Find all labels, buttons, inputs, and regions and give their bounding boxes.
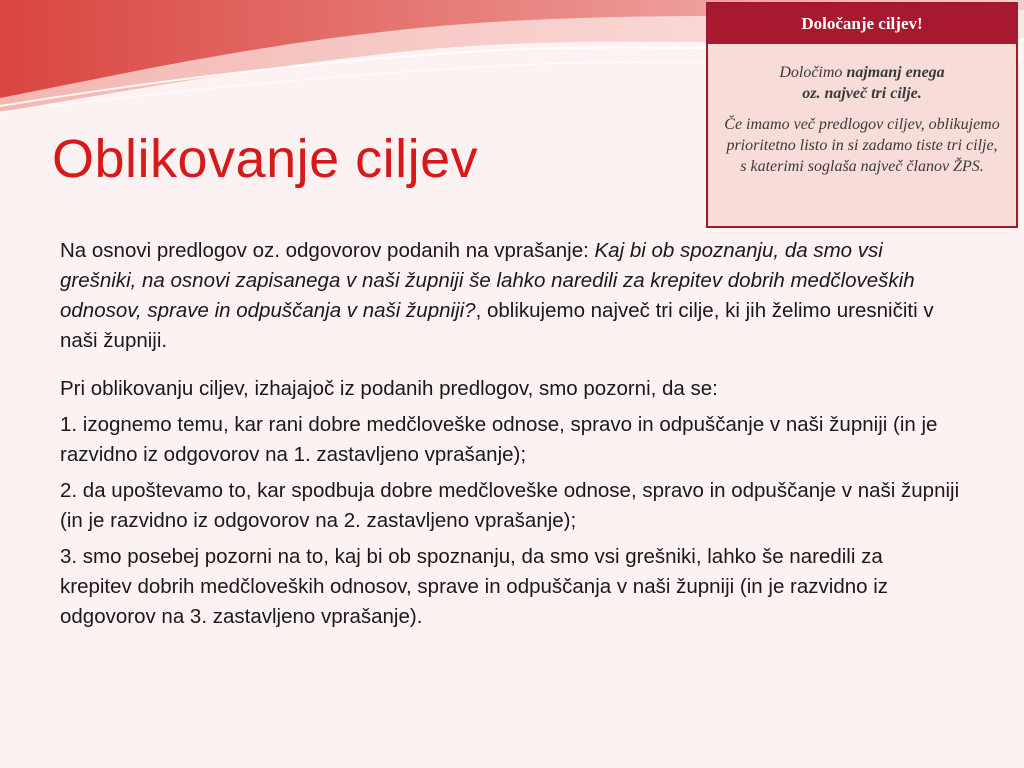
callout-paragraph-2: Če imamo več predlogov ciljev, oblikujemo prioritetno listo in si zadamo tiste tri cilje, s katerimi soglaša največ članov ŽPS. [724, 116, 1000, 175]
callout-body [708, 44, 1016, 177]
intro-question: Kaj bi ob spoznanju, da smo vsi grešniki, na osnovi zapisanega v naši župniji še lahko naredili za krepitev dobrih medčloveških odnosov, sprave in odpuščanja v naši župniji? [60, 239, 915, 322]
intro-text: , oblikujemo največ tri cilje, ki jih želimo uresničiti v naši župniji. [60, 299, 934, 352]
callout-emphasis: oz. največ tri cilje. [802, 85, 922, 102]
intro-text: Na osnovi predlogov oz. odgovorov podanih na vprašanje: [60, 239, 595, 262]
callout-paragraph-1 [722, 62, 1002, 104]
lead-paragraph: Pri oblikovanju ciljev, izhajajoč iz podanih predlogov, smo pozorni, da se: [60, 377, 718, 400]
list-item: 3. smo posebej pozorni na to, kaj bi ob spoznanju, da smo vsi grešniki, lahko še naredili za krepitev dobrih medčloveških odnosov, sprave in odpuščanja v naši župniji (in je razvidno iz odgovorov na 3. zastavljeno vprašanje). [60, 545, 889, 628]
intro-paragraph [60, 236, 960, 356]
callout-text: Določimo [779, 64, 847, 81]
list-item: 1. izognemo temu, kar rani dobre medčloveške odnose, spravo in odpuščanje v naši župniji (in je razvidno iz odgovorov na 1. zastavljeno vprašanje); [60, 413, 938, 466]
slide-body [60, 236, 960, 632]
callout-box [706, 2, 1018, 228]
callout-heading: Določanje ciljev! [708, 4, 1016, 44]
list-item: 2. da upoštevamo to, kar spodbuja dobre medčloveške odnose, spravo in odpuščanje v naši župniji (in je razvidno iz odgovorov na 2. zastavljeno vprašanje); [60, 479, 960, 532]
callout-emphasis: najmanj enega [846, 64, 945, 81]
slide-title: Oblikovanje ciljev [52, 129, 479, 189]
